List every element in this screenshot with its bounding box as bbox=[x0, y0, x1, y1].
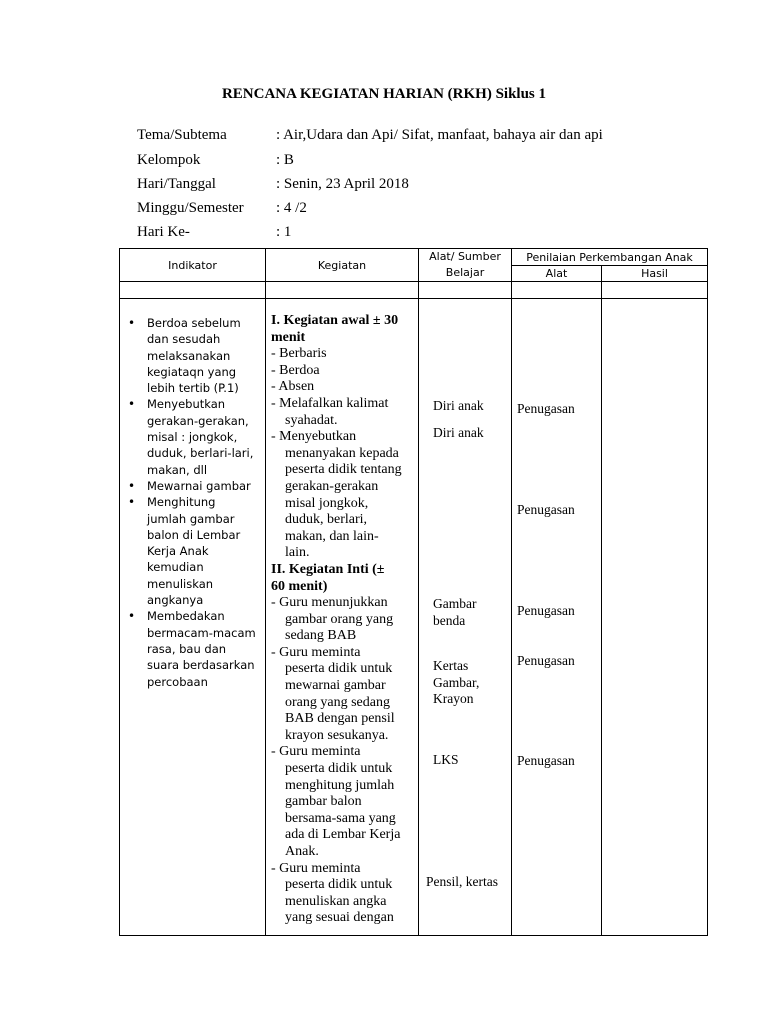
penilaian-alat-item: Penugasan bbox=[517, 653, 575, 668]
kegiatan-inti-title bbox=[271, 562, 414, 595]
alat-sumber-line: Kertas bbox=[433, 658, 469, 673]
penilaian-alat-item: Penugasan bbox=[517, 502, 575, 517]
kegiatan-line: peserta didik untuk bbox=[285, 761, 393, 777]
indikator-line: balon di Lembar bbox=[147, 527, 241, 542]
kegiatan-inti-item bbox=[271, 595, 414, 645]
kegiatan-line: gerakan-gerakan bbox=[285, 478, 379, 494]
kegiatan-awal-item bbox=[271, 429, 414, 562]
indikator-line: dan sesudah bbox=[147, 332, 221, 347]
meta-value: : Air,Udara dan Api/ Sifat, manfaat, bahaya air dan api bbox=[276, 127, 603, 143]
kegiatan-line: ada di Lembar Kerja bbox=[285, 827, 401, 843]
penilaian-alat-content bbox=[512, 299, 601, 935]
kegiatan-content bbox=[271, 313, 414, 927]
kegiatan-line: syahadat. bbox=[285, 412, 338, 428]
alat-sumber-content bbox=[419, 299, 511, 935]
kegiatan-awal-item bbox=[271, 363, 414, 380]
indikator-line: • Menghitung bbox=[147, 495, 216, 510]
indikator-line: bermacam-macam bbox=[147, 625, 256, 640]
rkh-table bbox=[119, 248, 708, 936]
meta-label: Kelompok bbox=[137, 152, 201, 168]
penilaian-alat-item: Penugasan bbox=[517, 753, 575, 768]
kegiatan-line: - Guru meminta bbox=[271, 744, 361, 760]
kegiatan-line: - Berbaris bbox=[271, 346, 327, 362]
kegiatan-line: - Melafalkan kalimat bbox=[271, 395, 389, 411]
indikator-line: misal : jongkok, bbox=[147, 430, 238, 445]
kegiatan-inti-item bbox=[271, 744, 414, 860]
indikator-line: angkanya bbox=[147, 593, 204, 608]
meta-value: : 1 bbox=[276, 224, 292, 240]
kegiatan-line: BAB dengan pensil bbox=[285, 711, 395, 727]
indikator-line: • Menyebutkan bbox=[147, 397, 226, 412]
penilaian-alat-cell bbox=[512, 299, 602, 936]
kegiatan-awal-title bbox=[271, 313, 414, 346]
alat-sumber-line: benda bbox=[433, 612, 466, 628]
kegiatan-line: makan, dan lain- bbox=[285, 528, 379, 544]
indikator-item bbox=[120, 478, 265, 494]
indikator-item bbox=[120, 608, 265, 689]
header-kegiatan: Kegiatan bbox=[266, 249, 419, 282]
kegiatan-line: peserta didik tentang bbox=[285, 462, 402, 478]
kegiatan-line: - Menyebutkan bbox=[271, 429, 357, 445]
meta-label: Minggu/Semester bbox=[137, 200, 244, 216]
kegiatan-line: orang yang sedang bbox=[285, 694, 390, 710]
indikator-item bbox=[120, 494, 265, 608]
spacer-cell bbox=[602, 282, 708, 299]
spacer-cell bbox=[120, 282, 266, 299]
meta-label: Hari/Tanggal bbox=[137, 176, 216, 192]
kegiatan-line: Anak. bbox=[285, 844, 319, 859]
kegiatan-awal-item bbox=[271, 346, 414, 363]
kegiatan-line: misal jongkok, bbox=[285, 495, 369, 511]
indikator-line: jumlah gambar bbox=[147, 511, 235, 526]
kegiatan-line: peserta didik untuk bbox=[285, 661, 393, 677]
kegiatan-line: mewarnai gambar bbox=[285, 678, 386, 694]
kegiatan-line: menanyakan kepada bbox=[285, 445, 399, 461]
header-indikator: Indikator bbox=[120, 249, 266, 282]
indikator-line: kemudian bbox=[147, 560, 204, 575]
alat-sumber-item: LKS bbox=[433, 752, 459, 767]
header-alat-sumber-line1: Alat/ Sumber bbox=[429, 250, 501, 263]
indikator-line: makan, dll bbox=[147, 462, 208, 477]
alat-sumber-item bbox=[433, 658, 479, 708]
kegiatan-inti-item bbox=[271, 645, 414, 745]
meta-label: Tema/Subtema bbox=[137, 127, 227, 143]
header-penilaian-alat: Alat bbox=[512, 266, 602, 282]
meta-value: : 4 /2 bbox=[276, 200, 307, 216]
alat-sumber-item: Diri anak bbox=[433, 425, 484, 440]
header-penilaian-hasil: Hasil bbox=[602, 266, 708, 282]
kegiatan-line: - Berdoa bbox=[271, 362, 320, 378]
header-alat-sumber-line2: Belajar bbox=[445, 266, 485, 279]
indikator-line: Kerja Anak bbox=[147, 544, 209, 559]
indikator-line: menuliskan bbox=[147, 576, 214, 591]
indikator-list bbox=[120, 315, 265, 690]
header-penilaian: Penilaian Perkembangan Anak bbox=[512, 249, 708, 266]
kegiatan-line: - Guru menunjukkan bbox=[271, 595, 388, 611]
alat-sumber-item: Pensil, kertas bbox=[426, 874, 498, 889]
indikator-line: • Mewarnai gambar bbox=[147, 478, 251, 493]
kegiatan-awal-item bbox=[271, 379, 414, 396]
meta-label: Hari Ke- bbox=[137, 224, 190, 240]
alat-sumber-item: Diri anak bbox=[433, 398, 484, 413]
kegiatan-line: gambar orang yang bbox=[285, 611, 394, 627]
section-title-line: 60 menit) bbox=[271, 578, 328, 594]
kegiatan-line: peserta didik untuk bbox=[285, 877, 393, 893]
kegiatan-line: sedang BAB bbox=[285, 628, 357, 644]
kegiatan-line: menghitung jumlah bbox=[285, 777, 395, 793]
kegiatan-line: duduk, berlari, bbox=[285, 512, 368, 528]
spacer-cell bbox=[512, 282, 602, 299]
section-title-line: menit bbox=[271, 329, 306, 345]
penilaian-alat-item: Penugasan bbox=[517, 401, 575, 416]
indikator-line: • Membedakan bbox=[147, 609, 225, 624]
indikator-line: kegiataqn yang bbox=[147, 364, 237, 379]
kegiatan-line: krayon sesukanya. bbox=[285, 727, 389, 743]
kegiatan-line: - Guru meminta bbox=[271, 860, 361, 876]
indikator-line: gerakan-gerakan, bbox=[147, 413, 249, 428]
section-title-line: II. Kegiatan Inti (± bbox=[271, 561, 385, 577]
penilaian-alat-item: Penugasan bbox=[517, 603, 575, 618]
kegiatan-line: yang sesuai dengan bbox=[285, 910, 394, 926]
indikator-line: • Berdoa sebelum bbox=[147, 316, 241, 330]
indikator-line: suara berdasarkan bbox=[147, 658, 255, 673]
spacer-cell bbox=[419, 282, 512, 299]
kegiatan-line: bersama-sama yang bbox=[285, 810, 396, 826]
alat-sumber-line: Krayon bbox=[433, 691, 474, 706]
section-title-line: I. Kegiatan awal ± 30 bbox=[271, 313, 399, 328]
alat-sumber-line: Gambar, bbox=[433, 674, 480, 690]
kegiatan-line: lain. bbox=[285, 545, 310, 561]
indikator-line: duduk, berlari-lari, bbox=[147, 446, 254, 461]
meta-value: : B bbox=[276, 152, 294, 168]
kegiatan-line: - Absen bbox=[271, 379, 315, 395]
kegiatan-awal-item bbox=[271, 396, 414, 429]
kegiatan-line: menuliskan angka bbox=[285, 893, 387, 909]
indikator-line: percobaan bbox=[147, 674, 208, 689]
document-title: RENCANA KEGIATAN HARIAN (RKH) Siklus 1 bbox=[221, 86, 547, 102]
indikator-line: melaksanakan bbox=[147, 348, 231, 363]
kegiatan-cell bbox=[266, 299, 419, 936]
kegiatan-line: - Guru meminta bbox=[271, 644, 361, 660]
indikator-line: rasa, bau dan bbox=[147, 641, 227, 656]
indikator-cell bbox=[120, 299, 266, 936]
meta-value: : Senin, 23 April 2018 bbox=[276, 176, 409, 192]
alat-sumber-item bbox=[433, 596, 476, 629]
spacer-cell bbox=[266, 282, 419, 299]
kegiatan-inti-item bbox=[271, 861, 414, 927]
alat-sumber-line: Gambar bbox=[433, 596, 477, 611]
header-alat-sumber bbox=[419, 249, 512, 282]
alat-sumber-cell bbox=[419, 299, 512, 936]
penilaian-hasil-cell bbox=[602, 299, 708, 936]
indikator-line: lebih tertib (P.1) bbox=[147, 381, 239, 396]
kegiatan-line: gambar balon bbox=[285, 794, 362, 810]
indikator-item bbox=[120, 396, 265, 477]
indikator-item bbox=[120, 315, 265, 396]
